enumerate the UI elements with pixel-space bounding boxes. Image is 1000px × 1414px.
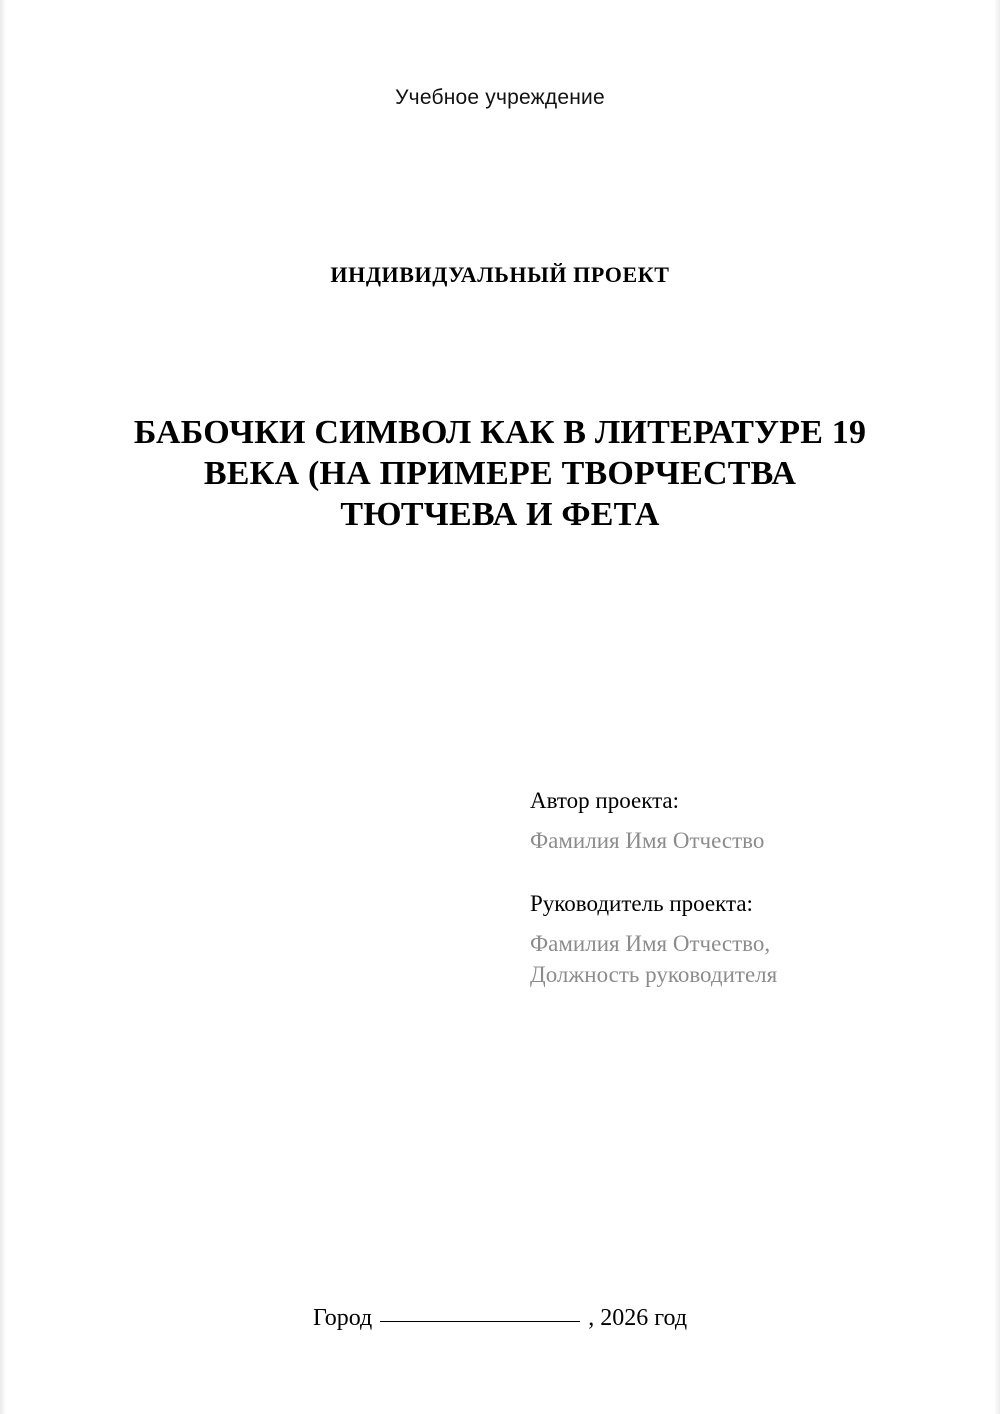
supervisor-group (530, 889, 930, 990)
spacer (530, 919, 930, 928)
page-title: БАБОЧКИ СИМВОЛ КАК В ЛИТЕРАТУРЕ 19 ВЕКА (НА ПРИМЕРЕ ТВОРЧЕСТВА ТЮТЧЕВА И ФЕТА (133, 414, 867, 533)
year-text: , 2026 год (588, 1305, 688, 1331)
spacer (530, 816, 930, 825)
institution-name: Учебное учреждение (395, 86, 605, 109)
author-label: Автор проекта: (530, 788, 679, 813)
city-blank-line (380, 1321, 580, 1322)
document-type-heading: ИНДИВИДУАЛЬНЫЙ ПРОЕКТ (330, 262, 670, 287)
author-group (530, 786, 930, 856)
footer-city-year (0, 1305, 1000, 1332)
city-label: Город (312, 1305, 373, 1331)
signature-block (530, 786, 930, 990)
supervisor-value-line-1: Фамилия Имя Отчество, (530, 931, 771, 956)
supervisor-label: Руководитель проекта: (530, 891, 753, 916)
author-value: Фамилия Имя Отчество (530, 828, 765, 853)
supervisor-value-line-2: Должность руководителя (530, 962, 778, 987)
